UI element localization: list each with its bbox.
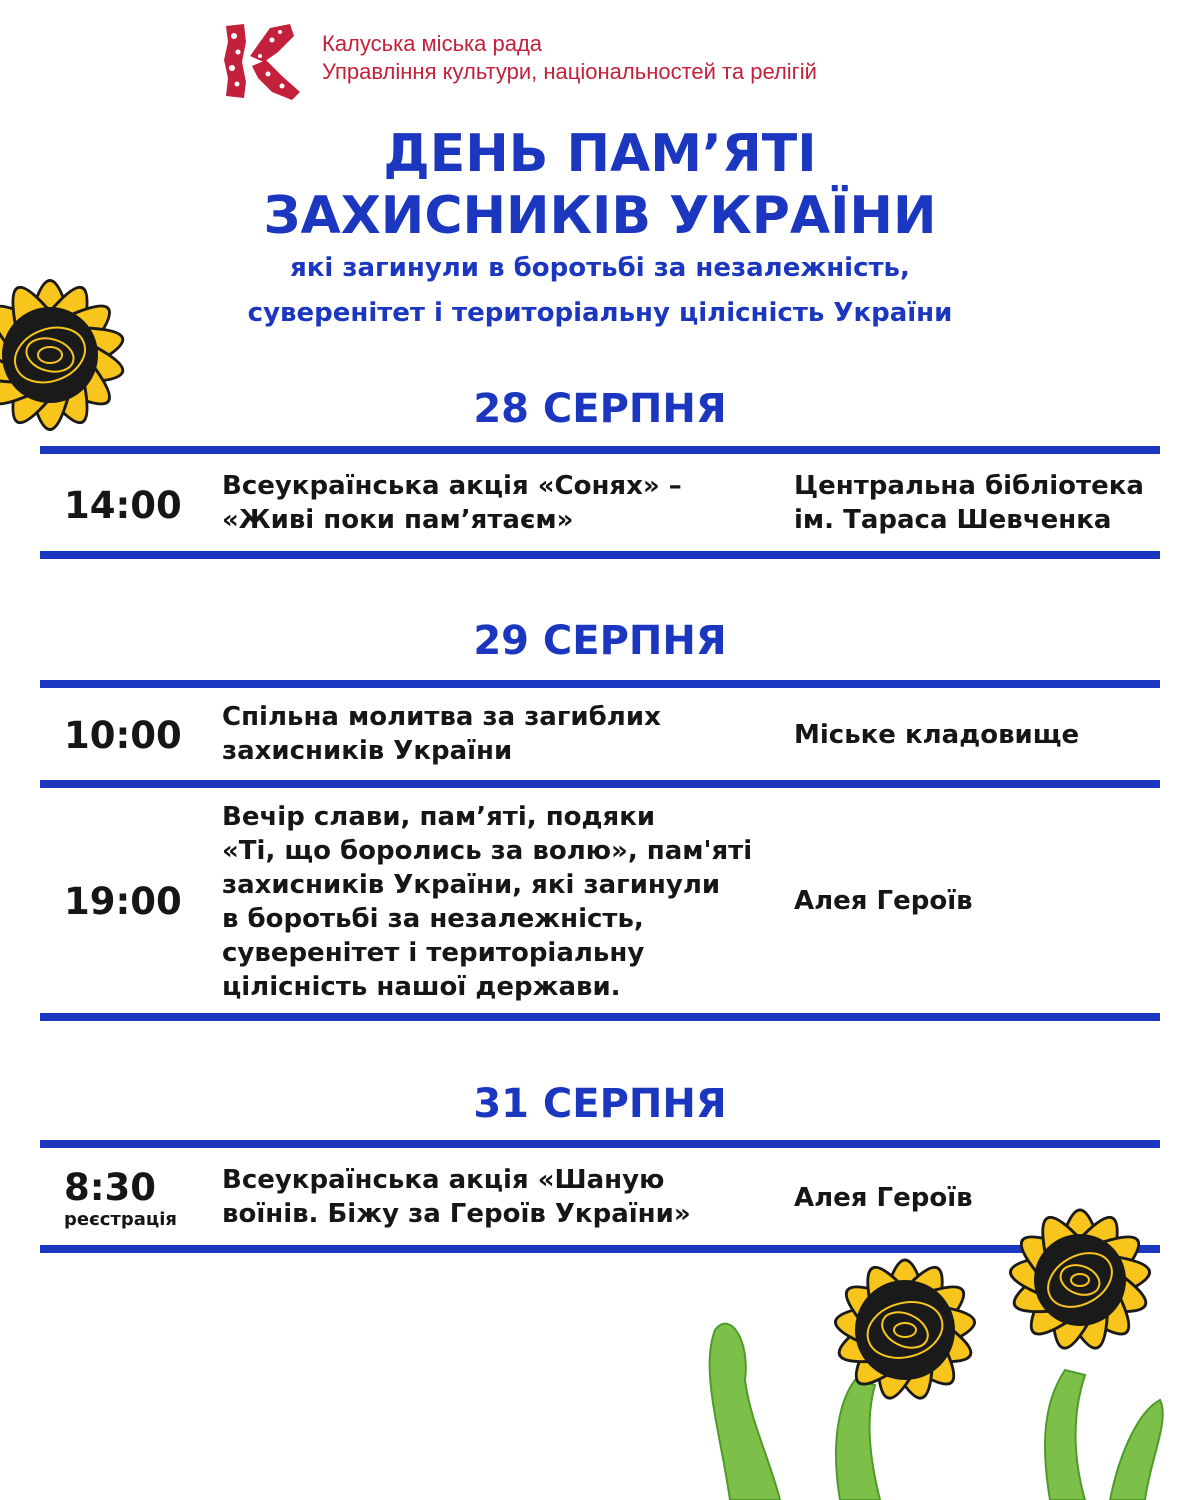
sunflower-icon [0,235,170,475]
event-time-note: реєстрація [64,1209,177,1230]
divider [40,446,1160,454]
divider [40,1013,1160,1021]
divider [40,1140,1160,1148]
divider [40,551,1160,559]
divider [40,680,1160,688]
date-heading: 28 СЕРПНЯ [473,386,727,432]
event-time: 8:30 [64,1166,157,1209]
event-description: Всеукраїнська акція «Сонях» – «Живі поки пам’ятаєм» [222,471,682,535]
event-time: 10:00 [64,714,182,757]
page-title-line1: ДЕНЬ ПАМ’ЯТІ [383,124,817,184]
page-subtitle-line2: суверенітет і територіальну цілісність України [247,298,953,328]
event-place: Центральна бібліотека ім. Тараса Шевченка [794,471,1144,535]
page-title-line2: ЗАХИСНИКІВ УКРАЇНИ [263,186,937,246]
event-time: 14:00 [64,484,182,527]
page-subtitle-line1: які загинули в боротьбі за незалежність, [290,253,910,283]
divider [40,780,1160,788]
event-place: Алея Героїв [794,886,973,916]
date-heading: 29 СЕРПНЯ [473,618,727,664]
org-name: Калуська міська рада [322,31,543,56]
event-place: Алея Героїв [794,1183,973,1213]
date-heading: 31 СЕРПНЯ [473,1081,727,1127]
org-department: Управління культури, національностей та релігій [322,59,817,84]
event-time: 19:00 [64,880,182,923]
event-description: Всеукраїнська акція «Шаную воїнів. Біжу за Героїв України» [222,1165,691,1229]
event-description: Спільна молитва за загиблих захисників України [222,702,661,766]
city-logo-icon [220,22,302,100]
sunflowers-decoration-icon [690,1180,1200,1500]
event-description: Вечір слави, пам’яті, подяки «Ті, що боролись за волю», пам'яті захисників України, які загинули в боротьбі за незалежність, суверенітет і територіальну цілісність нашої держави. [222,802,753,1002]
event-place: Міське кладовище [794,720,1080,750]
